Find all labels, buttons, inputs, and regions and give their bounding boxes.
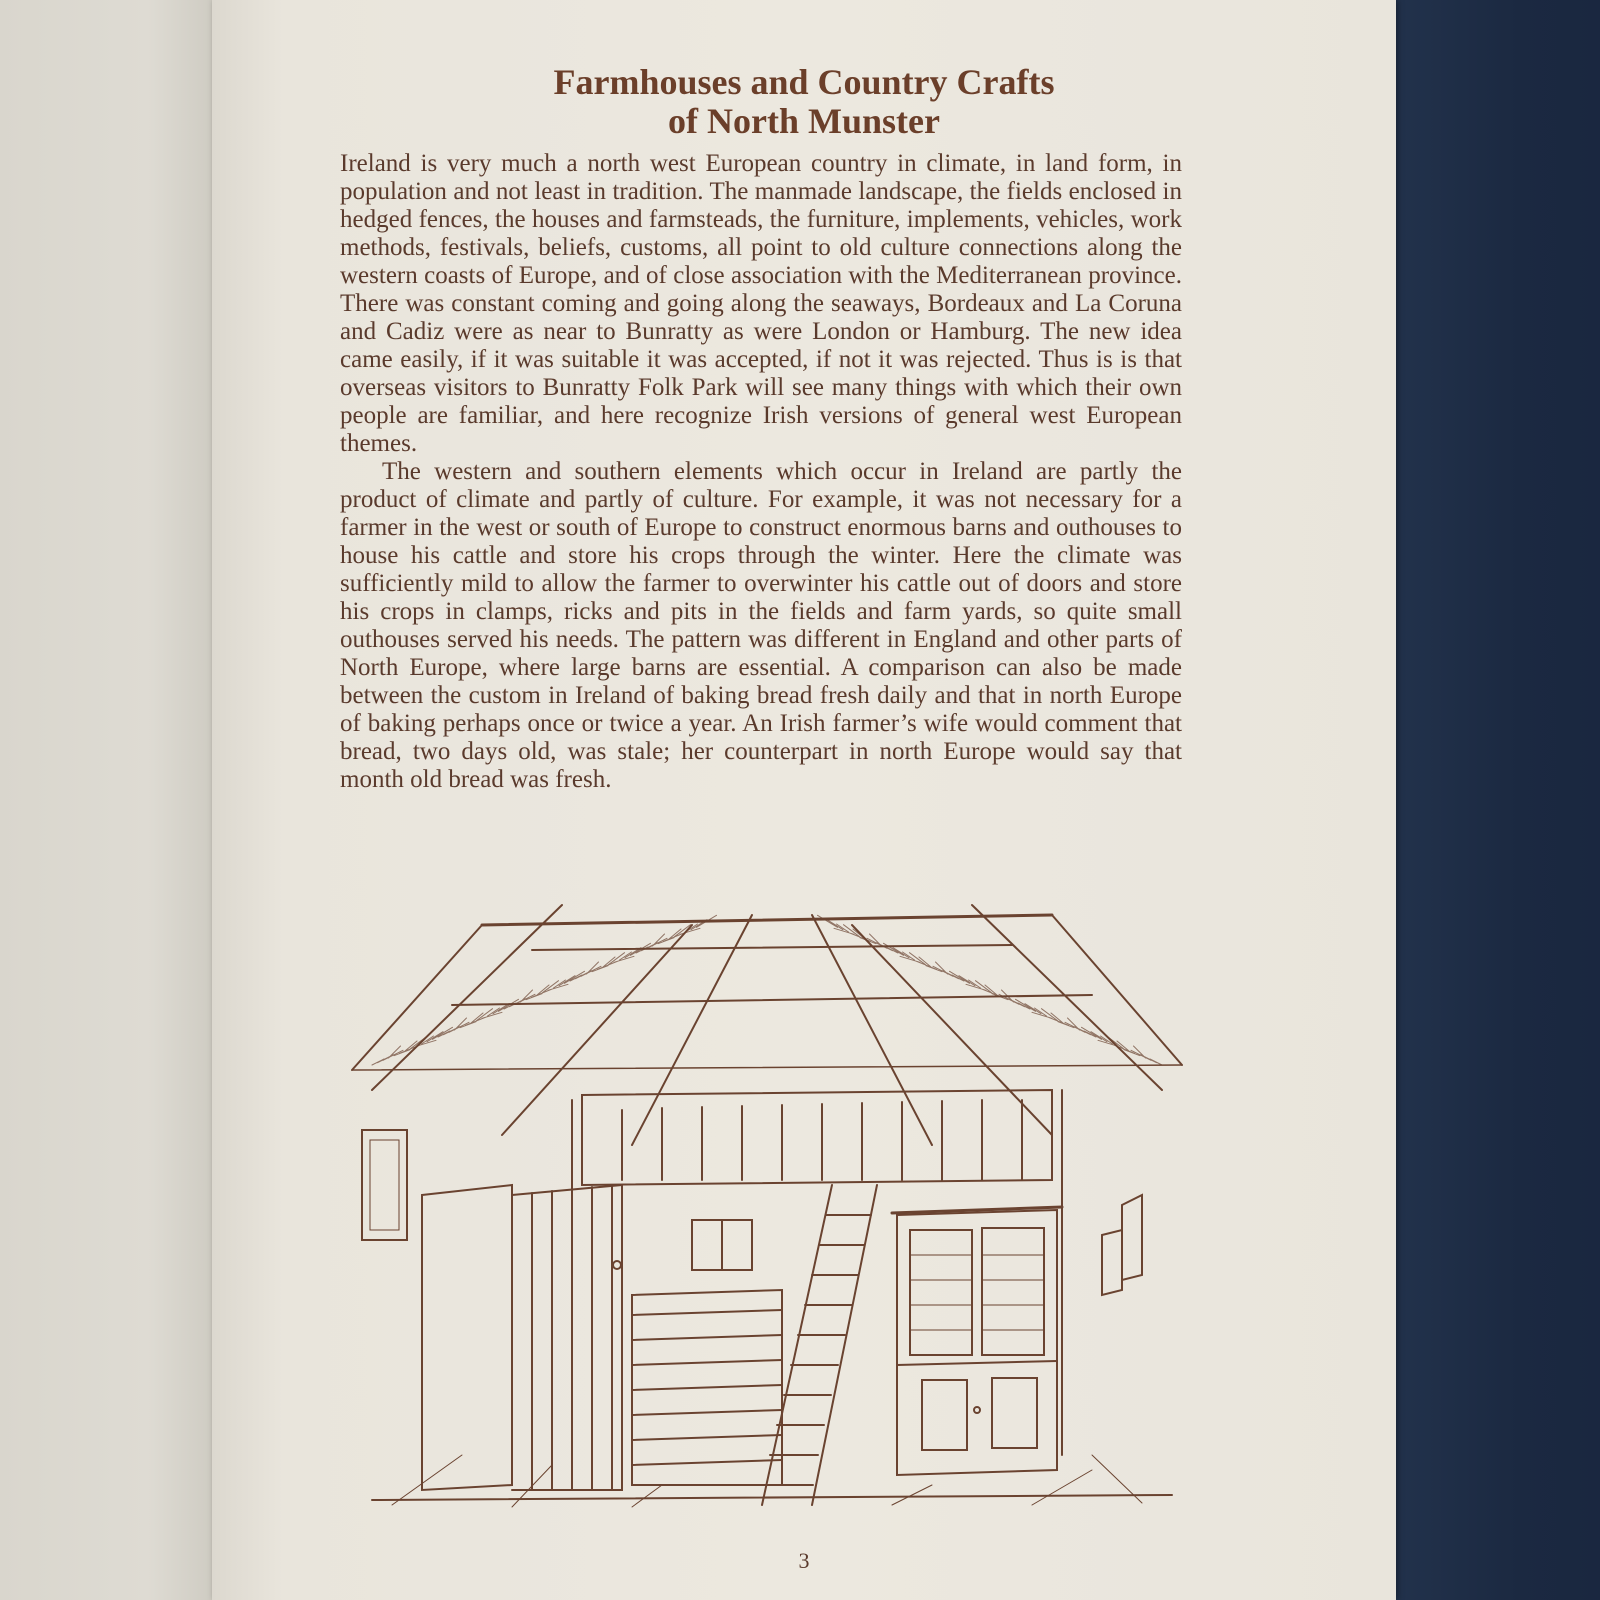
page-title-line-2: of North Munster <box>668 101 940 141</box>
thatch-hatching <box>372 915 1162 1065</box>
backing-board <box>1395 0 1600 1600</box>
booklet-page <box>212 0 1396 1600</box>
left-page <box>0 0 212 1600</box>
page-title-line-1: Farmhouses and Country Crafts <box>553 62 1055 102</box>
paragraph-2: The western and southern elements which occur in Ireland are partly the product of climate and partly of culture. For example, it was not necessary for a farmer in the west or south of Europe to construct enormous barns and outhouses to house his cattle and store his crops through the winter. Here the climate was sufficiently mild to allow the farmer to overwinter his cattle out of doors and store his crops in clamps, ricks and pits in the fields and farm yards, so quite small outhouses served his needs. The pattern was different in England and other parts of North Europe, where large barns are essential. A comparison can also be made between the custom in Ireland of baking bread fresh daily and that in north Europe of baking perhaps once or twice a year. An Irish farmer’s wife would comment that bread, two days old, was stale; her counterpart in north Europe would say that month old bread was fresh. <box>340 458 1182 793</box>
farmhouse-interior-illustration <box>332 895 1202 1525</box>
page-number: 3 <box>798 1548 810 1573</box>
paragraph-1: Ireland is very much a north west European country in climate, in land form, in population and not least in tradition. The manmade landscape, the fields enclosed in hedged fences, the houses and farmsteads, the furniture, implements, vehicles, work methods, festivals, beliefs, customs, all point to old culture connections along the western coasts of Europe, and of close association with the Mediterranean province. There was constant coming and going along the seaways, Bordeaux and La Coruna and Cadiz were as near to Bunratty as were London or Hamburg. The new idea came easily, if it was suitable it was accepted, if not it was rejected. Thus is is that overseas visitors to Bunratty Folk Park will see many things with which their own people are familiar, and here recognize Irish versions of general west European themes. <box>340 150 1182 457</box>
body-text <box>340 150 1182 794</box>
